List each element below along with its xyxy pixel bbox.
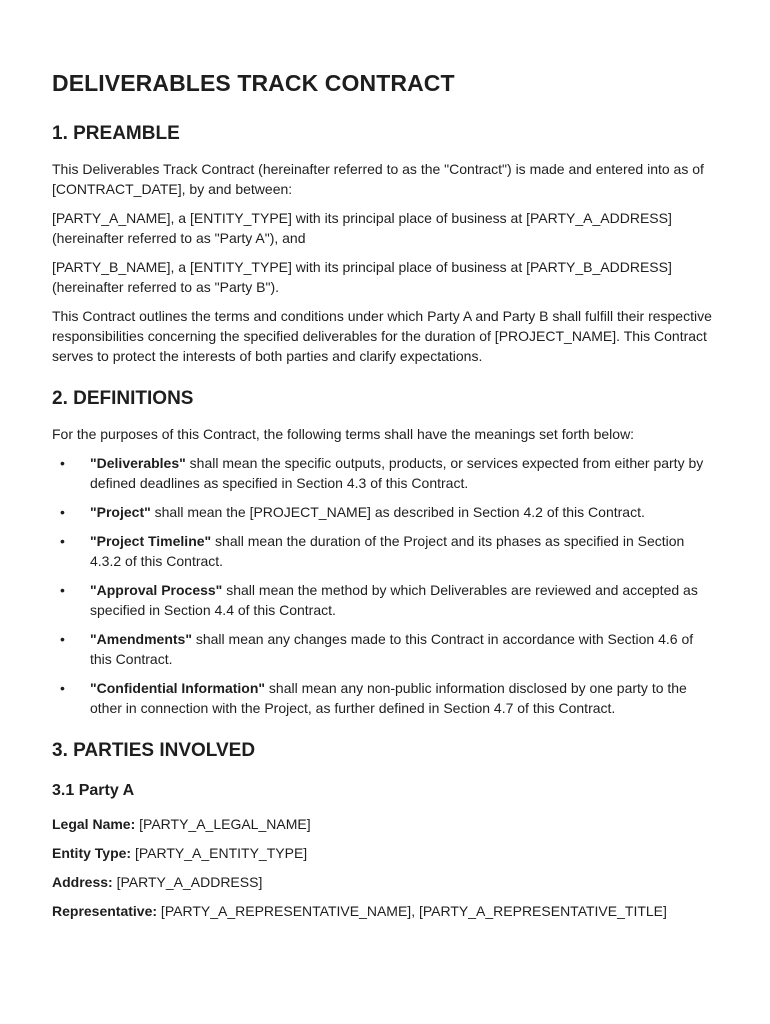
- definition-text: shall mean any changes made to this Contract in accordance with Section 4.6 of this Contract.: [90, 631, 694, 667]
- list-item: [52, 580, 718, 620]
- preamble-paragraph-4: This Contract outlines the terms and conditions under which Party A and Party B shall fulfill their respective responsibilities concerning the specified deliverables for the duration of [PROJECT_NAME]. This Contract serves to protect the interests of both parties and clarify expectations.: [52, 308, 712, 364]
- parties-heading: 3. PARTIES INVOLVED: [52, 740, 256, 761]
- preamble-paragraph-1: This Deliverables Track Contract (hereinafter referred to as the "Contract") is made and entered into as of [CONTRACT_DATE], by and between:: [52, 161, 704, 197]
- definition-text: shall mean any non-public information disclosed by one party to the other in connection with the Project, as further defined in Section 4.7 of this Contract.: [90, 680, 687, 716]
- party-a-legal-name: [52, 814, 718, 834]
- definition-term: "Deliverables": [90, 455, 186, 471]
- field-label: Address:: [52, 874, 113, 890]
- section-preamble: [52, 123, 718, 366]
- preamble-heading: 1. PREAMBLE: [52, 123, 180, 144]
- field-label: Legal Name:: [52, 816, 136, 832]
- definition-term: "Amendments": [90, 631, 192, 647]
- definitions-heading: 2. DEFINITIONS: [52, 388, 194, 409]
- field-label: Entity Type:: [52, 845, 132, 861]
- field-value: [PARTY_A_ENTITY_TYPE]: [131, 845, 308, 861]
- bullet-icon: •: [60, 631, 65, 647]
- party-a-address: [52, 872, 718, 892]
- definition-term: "Confidential Information": [90, 680, 266, 696]
- list-item: [52, 531, 718, 571]
- definition-text: shall mean the [PROJECT_NAME] as described in Section 4.2 of this Contract.: [150, 504, 645, 520]
- list-item: [52, 453, 718, 493]
- section-parties: [52, 740, 718, 921]
- bullet-icon: •: [60, 504, 65, 520]
- section-definitions: [52, 388, 718, 718]
- definition-text: shall mean the specific outputs, products, or services expected from either party by defined deadlines as specified in Section 4.3 of this Contract.: [90, 455, 704, 491]
- document-title: DELIVERABLES TRACK CONTRACT: [52, 70, 455, 96]
- definitions-intro: For the purposes of this Contract, the following terms shall have the meanings set forth below:: [52, 426, 635, 442]
- bullet-icon: •: [60, 455, 65, 471]
- field-label: Representative:: [52, 903, 158, 919]
- bullet-icon: •: [60, 680, 65, 696]
- party-a-heading: 3.1 Party A: [52, 782, 135, 799]
- field-value: [PARTY_A_REPRESENTATIVE_NAME], [PARTY_A_REPRESENTATIVE_TITLE]: [157, 903, 667, 919]
- definition-term: "Project Timeline": [90, 533, 212, 549]
- list-item: [52, 629, 718, 669]
- preamble-paragraph-2: [PARTY_A_NAME], a [ENTITY_TYPE] with its principal place of business at [PARTY_A_ADDRESS] (hereinafter referred to as "Party A"), and: [52, 210, 672, 246]
- definition-term: "Project": [90, 504, 151, 520]
- preamble-paragraph-3: [PARTY_B_NAME], a [ENTITY_TYPE] with its principal place of business at [PARTY_B_ADDRESS] (hereinafter referred to as "Party B").: [52, 259, 672, 295]
- field-value: [PARTY_A_ADDRESS]: [112, 874, 263, 890]
- definition-term: "Approval Process": [90, 582, 223, 598]
- party-a-entity-type: [52, 843, 718, 863]
- bullet-icon: •: [60, 582, 65, 598]
- party-a-representative: [52, 901, 718, 921]
- bullet-icon: •: [60, 533, 65, 549]
- definitions-list: [52, 453, 718, 718]
- definition-text: shall mean the method by which Deliverables are reviewed and accepted as specified in Section 4.4 of this Contract.: [90, 582, 698, 618]
- list-item: [52, 502, 718, 522]
- definition-text: shall mean the duration of the Project and its phases as specified in Section 4.3.2 of this Contract.: [90, 533, 685, 569]
- list-item: [52, 678, 718, 718]
- field-value: [PARTY_A_LEGAL_NAME]: [135, 816, 311, 832]
